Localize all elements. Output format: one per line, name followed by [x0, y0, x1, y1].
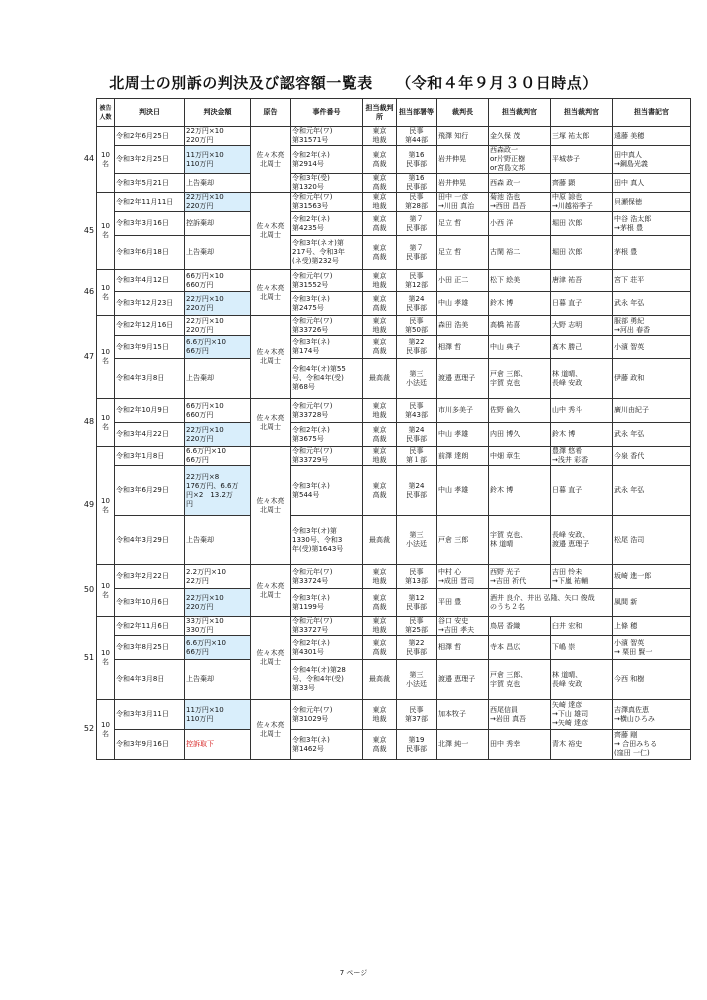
plaintiff: 佐々木亮 北周士 [251, 193, 291, 270]
judge-1: 西森政一 or片野正樹 or宮島文邦 [489, 146, 551, 174]
plaintiff: 佐々木亮 北周士 [251, 565, 291, 617]
page-title: 北周士の別訴の判決及び認容額一覧表 （令和４年９月３０日時点） [109, 74, 598, 92]
judge-2: 髙木 勝己 [551, 336, 613, 359]
column-header: 担当裁判所 [363, 99, 397, 127]
judge-2: 吉田 怜未 →下嵐 祐輔 [551, 565, 613, 589]
court: 東京 地裁 [363, 127, 397, 146]
verdict-amount: 6.6万円×10 66万円 [185, 447, 251, 466]
plaintiff: 佐々木亮 北周士 [251, 399, 291, 447]
department: 第７ 民事部 [397, 236, 437, 270]
table-row [97, 636, 691, 660]
verdict-amount: 22万円×10 220万円 [185, 127, 251, 146]
verdict-amount: 22万円×10 220万円 [185, 292, 251, 316]
defendant-count: 10名 [97, 565, 115, 617]
judge-2: 齊藤 顕 [551, 174, 613, 193]
clerk: 田中真人 →鋼島光義 [613, 146, 691, 174]
table-row [97, 292, 691, 316]
judge-2: 鈴木 博 [551, 423, 613, 447]
verdict-date: 令和3年9月16日 [115, 730, 185, 760]
presiding-judge: 前澤 達朗 [437, 447, 489, 466]
clerk: 伊藤 政和 [613, 359, 691, 399]
presiding-judge: 相澤 哲 [437, 336, 489, 359]
judges: 酒井 良介、井出 弘隆、矢口 俊哉 のうち２名 [489, 589, 613, 617]
verdict-date: 令和2年6月25日 [115, 127, 185, 146]
court: 東京 高裁 [363, 174, 397, 193]
court: 東京 高裁 [363, 730, 397, 760]
court: 東京 高裁 [363, 236, 397, 270]
judge-1: 戸倉 三郎、 宇賀 克也 [489, 359, 551, 399]
case-number: 令和元年(ワ) 第31563号 [291, 193, 363, 212]
verdict-amount: 22万円×10 220万円 [185, 316, 251, 336]
verdict-date: 令和4年3月8日 [115, 359, 185, 399]
case-number: 令和3年(ネ) 第2475号 [291, 292, 363, 316]
column-header: 判決金額 [185, 99, 251, 127]
verdict-amount: 66万円×10 660万円 [185, 270, 251, 292]
verdict-amount: 上告棄却 [185, 516, 251, 565]
department: 民事 第37部 [397, 700, 437, 730]
case-number: 令和2年(ネ) 第2914号 [291, 146, 363, 174]
clerk: 田中 真人 [613, 174, 691, 193]
group-number: 51 [83, 652, 95, 662]
column-header: 判決日 [115, 99, 185, 127]
judge-1: 西野 光子 →吉田 祈代 [489, 565, 551, 589]
department: 第三 小法廷 [397, 516, 437, 565]
case-number: 令和3年(ネオ)第 217号、令和3年 (ネ受)第232号 [291, 236, 363, 270]
case-number: 令和元年(ワ) 第33728号 [291, 399, 363, 423]
clerk: 武永 年弘 [613, 292, 691, 316]
verdict-date: 令和3年3月16日 [115, 212, 185, 236]
court: 東京 高裁 [363, 212, 397, 236]
court: 東京 地裁 [363, 700, 397, 730]
court: 東京 高裁 [363, 466, 397, 516]
column-header: 裁判長 [437, 99, 489, 127]
table-row [97, 399, 691, 423]
presiding-judge: 戸倉 三郎 [437, 516, 489, 565]
department: 第22 民事部 [397, 336, 437, 359]
judge-1: 鈴木 博 [489, 292, 551, 316]
verdict-date: 令和2年11月11日 [115, 193, 185, 212]
table-row [97, 336, 691, 359]
judge-1: 松下 絵美 [489, 270, 551, 292]
verdict-amount: 上告棄却 [185, 359, 251, 399]
verdict-date: 令和2年11月6日 [115, 617, 185, 636]
table-row [97, 700, 691, 730]
judge-1: 古閑 裕二 [489, 236, 551, 270]
judge-1: 内田 博久 [489, 423, 551, 447]
page-number: 7 ページ [339, 969, 368, 977]
presiding-judge: 森田 浩美 [437, 316, 489, 336]
defendant-count: 10名 [97, 270, 115, 316]
table-row [97, 660, 691, 700]
clerk: 上條 穂 [613, 617, 691, 636]
department: 民事 第43部 [397, 399, 437, 423]
defendant-count: 10名 [97, 700, 115, 760]
case-number: 令和4年(オ)第55 号、令和4年(受) 第68号 [291, 359, 363, 399]
defendant-count: 10名 [97, 127, 115, 193]
presiding-judge: 中山 孝雄 [437, 292, 489, 316]
table-row [97, 423, 691, 447]
court: 東京 高裁 [363, 589, 397, 617]
verdict-amount: 22万円×8 176万円、6.6万 円×2 13.2万 円 [185, 466, 251, 516]
judge-2: 堀田 次郎 [551, 212, 613, 236]
table-row [97, 236, 691, 270]
court: 東京 高裁 [363, 292, 397, 316]
table-row [97, 359, 691, 399]
clerk: 吉澤真佐恵 →横山ひろみ [613, 700, 691, 730]
verdict-amount: 22万円×10 220万円 [185, 589, 251, 617]
case-number: 令和2年(ネ) 第4235号 [291, 212, 363, 236]
verdict-date: 令和3年12月23日 [115, 292, 185, 316]
verdict-date: 令和3年10月6日 [115, 589, 185, 617]
verdict-table [96, 98, 691, 760]
verdict-date: 令和3年2月22日 [115, 565, 185, 589]
presiding-judge: 中山 孝雄 [437, 466, 489, 516]
clerk: 中谷 浩太郎 →茅根 豊 [613, 212, 691, 236]
department: 第22 民事部 [397, 636, 437, 660]
judge-2: 唐津 祐吾 [551, 270, 613, 292]
group-number: 45 [83, 225, 95, 235]
table-row [97, 127, 691, 146]
department: 民事 第25部 [397, 617, 437, 636]
department: 第24 民事部 [397, 466, 437, 516]
court: 東京 地裁 [363, 617, 397, 636]
judge-2: 林 道晴、 長峰 安政 [551, 359, 613, 399]
judge-1: 小西 洋 [489, 212, 551, 236]
judge-1: 菊池 浩也 →西田 昌吾 [489, 193, 551, 212]
verdict-amount: 22万円×10 220万円 [185, 193, 251, 212]
presiding-judge: 田中 一彦 →川田 真治 [437, 193, 489, 212]
judge-1: 寺本 昌広 [489, 636, 551, 660]
defendant-count: 10名 [97, 316, 115, 399]
court: 東京 地裁 [363, 270, 397, 292]
verdict-date: 令和2年12月16日 [115, 316, 185, 336]
verdict-amount: 6.6万円×10 66万円 [185, 336, 251, 359]
court: 東京 高裁 [363, 423, 397, 447]
presiding-judge: 渡邉 恵理子 [437, 660, 489, 700]
group-number: 47 [83, 351, 95, 361]
judge-2: 大野 志明 [551, 316, 613, 336]
defendant-count: 10名 [97, 399, 115, 447]
presiding-judge: 岩井伸晃 [437, 146, 489, 174]
verdict-amount: 33万円×10 330万円 [185, 617, 251, 636]
plaintiff: 佐々木亮 北周士 [251, 270, 291, 316]
verdict-date: 令和3年8月25日 [115, 636, 185, 660]
judge-1: 西尾信員 →岩田 真吾 [489, 700, 551, 730]
department: 民事 第44部 [397, 127, 437, 146]
verdict-date: 令和2年10月9日 [115, 399, 185, 423]
judge-1: 鳥居 香織 [489, 617, 551, 636]
court: 最高裁 [363, 516, 397, 565]
presiding-judge: 渡邉 恵理子 [437, 359, 489, 399]
case-number: 令和3年(オ)第 1330号、令和3 年(受)第1643号 [291, 516, 363, 565]
verdict-amount: 上告棄却 [185, 236, 251, 270]
verdict-date: 令和3年6月29日 [115, 466, 185, 516]
department: 第24 民事部 [397, 423, 437, 447]
verdict-date: 令和3年4月22日 [115, 423, 185, 447]
judge-2: 堀田 次郎 [551, 236, 613, 270]
case-number: 令和3年(ネ) 第1462号 [291, 730, 363, 760]
column-header: 担当裁判官 [489, 99, 551, 127]
presiding-judge: 北澤 純一 [437, 730, 489, 760]
plaintiff: 佐々木亮 北周士 [251, 447, 291, 565]
department: 民事 第12部 [397, 270, 437, 292]
court: 東京 地裁 [363, 316, 397, 336]
clerk: 松尾 浩司 [613, 516, 691, 565]
court: 東京 地裁 [363, 447, 397, 466]
verdict-amount: 上告棄却 [185, 660, 251, 700]
verdict-amount: 控訴取下 [185, 730, 251, 760]
clerk: 今西 和樹 [613, 660, 691, 700]
header-row [97, 99, 691, 127]
table-row [97, 316, 691, 336]
presiding-judge: 中山 孝雄 [437, 423, 489, 447]
group-number: 48 [83, 417, 95, 426]
verdict-date: 令和3年2月25日 [115, 146, 185, 174]
clerk: 貝瀬保徳 [613, 193, 691, 212]
judge-1: 戸倉 三郎、 宇賀 克也 [489, 660, 551, 700]
case-number: 令和4年(オ)第28 号、令和4年(受) 第33号 [291, 660, 363, 700]
verdict-amount: 控訴棄却 [185, 212, 251, 236]
table-row [97, 447, 691, 466]
column-header: 担当部署等 [397, 99, 437, 127]
verdict-date: 令和3年1月8日 [115, 447, 185, 466]
department: 第24 民事部 [397, 292, 437, 316]
verdict-date: 令和3年6月18日 [115, 236, 185, 270]
table-row [97, 730, 691, 760]
case-number: 令和元年(ワ) 第33726号 [291, 316, 363, 336]
judge-2: 豊澤 悠希 →浅井 彩香 [551, 447, 613, 466]
verdict-date: 令和4年3月29日 [115, 516, 185, 565]
clerk: 齊藤 剛 → 合田みちる (窪田 一仁) [613, 730, 691, 760]
judge-2: 平城恭子 [551, 146, 613, 174]
group-number: 46 [83, 287, 95, 296]
department: 第19 民事部 [397, 730, 437, 760]
judge-2: 長峰 安政、 渡邉 恵理子 [551, 516, 613, 565]
judge-2: 臼井 宏和 [551, 617, 613, 636]
judge-2: 林 道晴、 長峰 安政 [551, 660, 613, 700]
court: 東京 高裁 [363, 336, 397, 359]
defendant-count: 10名 [97, 447, 115, 565]
verdict-amount: 22万円×10 220万円 [185, 423, 251, 447]
column-header: 担当裁判官 [551, 99, 613, 127]
group-number: 52 [83, 724, 95, 733]
presiding-judge: 谷口 安史 →吉田 孝夫 [437, 617, 489, 636]
judge-2: 山中 秀斗 [551, 399, 613, 423]
department: 民事 第13部 [397, 565, 437, 589]
clerk: 遠藤 美穂 [613, 127, 691, 146]
clerk: 武永 年弘 [613, 423, 691, 447]
table-row [97, 516, 691, 565]
court: 東京 高裁 [363, 636, 397, 660]
case-number: 令和元年(ワ) 第33727号 [291, 617, 363, 636]
court: 最高裁 [363, 359, 397, 399]
group-number: 49 [83, 500, 95, 509]
table-row [97, 174, 691, 193]
department: 民事 第50部 [397, 316, 437, 336]
column-header: 事件番号 [291, 99, 363, 127]
verdict-amount: 11万円×10 110万円 [185, 146, 251, 174]
clerk: 服部 勇紀 →河出 春香 [613, 316, 691, 336]
court: 東京 高裁 [363, 146, 397, 174]
department: 第三 小法廷 [397, 660, 437, 700]
table-row [97, 146, 691, 174]
judge-1: 高橋 祐喜 [489, 316, 551, 336]
department: 第16 民事部 [397, 146, 437, 174]
department: 民事 第１部 [397, 447, 437, 466]
department: 第７ 民事部 [397, 212, 437, 236]
presiding-judge: 小田 正二 [437, 270, 489, 292]
table-row [97, 466, 691, 516]
presiding-judge: 足立 哲 [437, 236, 489, 270]
clerk: 茅根 豊 [613, 236, 691, 270]
judge-1: 中山 典子 [489, 336, 551, 359]
court: 東京 地裁 [363, 399, 397, 423]
verdict-amount: 2.2万円×10 22万円 [185, 565, 251, 589]
court: 最高裁 [363, 660, 397, 700]
table-row [97, 212, 691, 236]
clerk: 坂崎 進一郎 [613, 565, 691, 589]
clerk: 武永 年弘 [613, 466, 691, 516]
verdict-date: 令和4年3月8日 [115, 660, 185, 700]
judge-2: 中原 諒也 →川越裕季子 [551, 193, 613, 212]
judge-2: 青木 裕史 [551, 730, 613, 760]
case-number: 令和元年(ワ) 第33724号 [291, 565, 363, 589]
court: 東京 地裁 [363, 193, 397, 212]
case-number: 令和元年(ワ) 第31552号 [291, 270, 363, 292]
verdict-amount: 11万円×10 110万円 [185, 700, 251, 730]
case-number: 令和2年(ネ) 第4301号 [291, 636, 363, 660]
judge-1: 金久保 茂 [489, 127, 551, 146]
judge-2: 三塚 祐太郎 [551, 127, 613, 146]
verdict-amount: 6.6万円×10 66万円 [185, 636, 251, 660]
case-number: 令和3年(ネ) 第1199号 [291, 589, 363, 617]
column-header: 担当書記官 [613, 99, 691, 127]
presiding-judge: 相澤 哲 [437, 636, 489, 660]
presiding-judge: 加本牧子 [437, 700, 489, 730]
judge-2: 日暮 直子 [551, 466, 613, 516]
case-number: 令和元年(ワ) 第33729号 [291, 447, 363, 466]
column-header: 原告 [251, 99, 291, 127]
clerk: 廣川由紀子 [613, 399, 691, 423]
clerk: 小濱 智英 [613, 336, 691, 359]
presiding-judge: 市川多美子 [437, 399, 489, 423]
table-row [97, 617, 691, 636]
judge-2: 矢崎 達彦 →下山 雄司 →矢崎 達彦 [551, 700, 613, 730]
verdict-amount: 66万円×10 660万円 [185, 399, 251, 423]
verdict-date: 令和3年4月12日 [115, 270, 185, 292]
judge-2: 日暮 直子 [551, 292, 613, 316]
presiding-judge: 中村 心 →成田 晋司 [437, 565, 489, 589]
verdict-date: 令和3年5月21日 [115, 174, 185, 193]
plaintiff: 佐々木亮 北周士 [251, 617, 291, 700]
judge-1: 西森 政一 [489, 174, 551, 193]
case-number: 令和3年(受) 第1320号 [291, 174, 363, 193]
verdict-date: 令和3年9月15日 [115, 336, 185, 359]
table-row [97, 565, 691, 589]
court: 東京 地裁 [363, 565, 397, 589]
verdict-amount: 上告棄却 [185, 174, 251, 193]
group-number: 50 [83, 585, 95, 594]
department: 第16 民事部 [397, 174, 437, 193]
group-number: 44 [83, 154, 95, 163]
judge-1: 宇賀 克也、 林 道晴 [489, 516, 551, 565]
table-row [97, 589, 691, 617]
clerk: 小濱 智英 → 栗田 賢一 [613, 636, 691, 660]
plaintiff: 佐々木亮 北周士 [251, 700, 291, 760]
presiding-judge: 飛澤 知行 [437, 127, 489, 146]
table-row [97, 193, 691, 212]
column-header: 被告人数 [97, 99, 115, 127]
judge-1: 佐野 倫久 [489, 399, 551, 423]
department: 第12 民事部 [397, 589, 437, 617]
defendant-count: 10名 [97, 617, 115, 700]
clerk: 今泉 香代 [613, 447, 691, 466]
department: 第三 小法廷 [397, 359, 437, 399]
case-number: 令和元年(ワ) 第31029号 [291, 700, 363, 730]
presiding-judge: 岩井伸晃 [437, 174, 489, 193]
plaintiff: 佐々木亮 北周士 [251, 127, 291, 193]
case-number: 令和3年(ネ) 第174号 [291, 336, 363, 359]
case-number: 令和元年(ワ) 第31571号 [291, 127, 363, 146]
plaintiff: 佐々木亮 北周士 [251, 316, 291, 399]
presiding-judge: 足立 哲 [437, 212, 489, 236]
verdict-date: 令和3年3月11日 [115, 700, 185, 730]
judge-2: 下嶋 崇 [551, 636, 613, 660]
clerk: 宮下 荘平 [613, 270, 691, 292]
clerk: 風間 新 [613, 589, 691, 617]
table-body [97, 127, 691, 760]
defendant-count: 10名 [97, 193, 115, 270]
case-number: 令和3年(ネ) 第544号 [291, 466, 363, 516]
table-row [97, 270, 691, 292]
department: 民事 第28部 [397, 193, 437, 212]
presiding-judge: 平田 豊 [437, 589, 489, 617]
judge-1: 鈴木 博 [489, 466, 551, 516]
judge-1: 田中 秀幸 [489, 730, 551, 760]
case-number: 令和2年(ネ) 第3675号 [291, 423, 363, 447]
judge-1: 中畑 章生 [489, 447, 551, 466]
